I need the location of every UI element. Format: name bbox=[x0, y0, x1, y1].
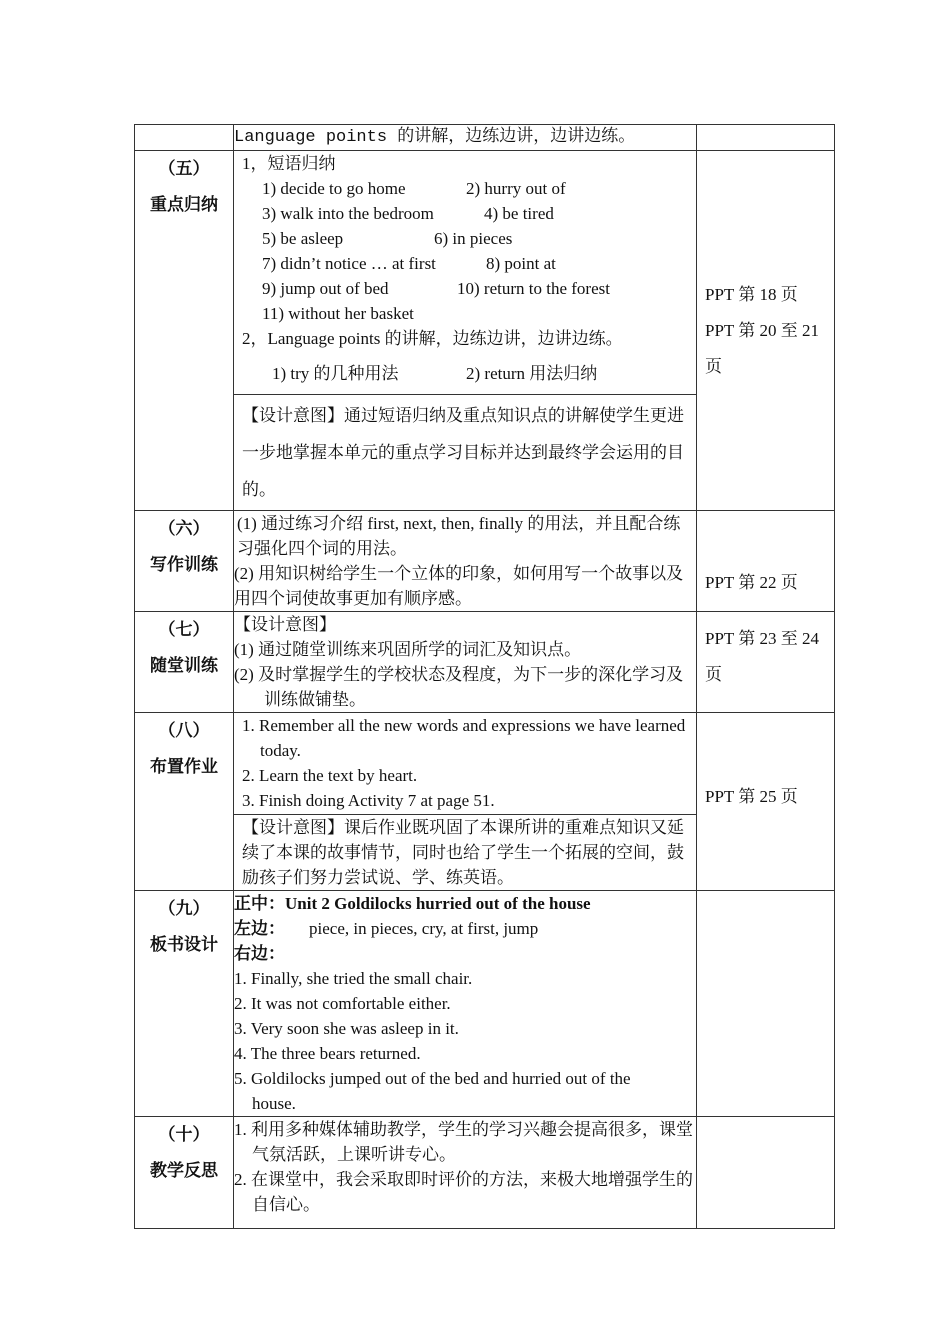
section-number: （五） bbox=[158, 159, 210, 178]
content-cell bbox=[234, 713, 697, 891]
language-points-heading: 2，Language points 的讲解，边练边讲，边讲边练。 bbox=[242, 329, 623, 348]
ppt-ref: PPT 第 18 页 bbox=[705, 284, 798, 304]
section-number: （十） bbox=[158, 1125, 210, 1144]
section-cell bbox=[135, 511, 234, 612]
phrase-row: 1) decide to go home 2) hurry out of bbox=[262, 179, 566, 198]
table-row bbox=[135, 612, 835, 713]
content-cell bbox=[234, 891, 697, 1117]
board-right-label: 右边： bbox=[234, 944, 285, 963]
phrase-list bbox=[242, 176, 688, 326]
reflection-item: 2. 在课堂中，我会采取即时评价的方法，来极大地增强学生的自信心。 bbox=[234, 1170, 693, 1214]
ppt-ref: PPT 第 23 至 24 页 bbox=[705, 629, 819, 684]
homework-item: 2. Learn the text by heart. bbox=[242, 766, 418, 785]
ppt-cell bbox=[697, 511, 835, 612]
table-row bbox=[135, 891, 835, 1117]
section-title: 板书设计 bbox=[150, 935, 218, 954]
writing-item: (1) 通过练习介绍 first, next, then, finally 的用法，并且配合练习强化四个词的用法。 bbox=[237, 514, 681, 558]
section-number: （九） bbox=[158, 899, 210, 918]
section-title: 教学反思 bbox=[150, 1161, 218, 1180]
design-intent: 【设计意图】通过短语归纳及重点知识点的讲解使学生更进一步地掌握本单元的重点学习目标并达到最终学会运用的目的。 bbox=[234, 394, 696, 510]
section-cell bbox=[135, 891, 234, 1117]
design-intent: 【设计意图】课后作业既巩固了本课所讲的重难点知识又延续了本课的故事情节，同时也给了学生一个拓展的空间，鼓励孩子们努力尝试说、学、练英语。 bbox=[234, 814, 696, 890]
practice-item: (2) 及时掌握学生的学校状态及程度，为下一步的深化学习及训练做铺垫。 bbox=[234, 665, 684, 709]
ppt-cell-empty bbox=[697, 125, 835, 151]
row0-content: Language points 的讲解，边练边讲，边讲边练。 bbox=[234, 125, 697, 151]
section-number: （六） bbox=[158, 519, 210, 538]
ppt-ref: PPT 第 20 至 21 页 bbox=[705, 320, 819, 376]
board-item: 4. The three bears returned. bbox=[234, 1044, 421, 1063]
section-cell-empty bbox=[135, 125, 234, 151]
ppt-ref: PPT 第 22 页 bbox=[705, 573, 798, 592]
ppt-cell bbox=[697, 151, 835, 511]
board-item: 2. It was not comfortable either. bbox=[234, 994, 451, 1013]
table-row bbox=[135, 125, 835, 151]
content-cell bbox=[234, 1117, 697, 1229]
section-cell bbox=[135, 713, 234, 891]
lesson-plan-table bbox=[134, 124, 835, 1229]
phrase-row: 11) without her basket bbox=[262, 304, 414, 323]
table-row bbox=[135, 151, 835, 511]
section-title: 布置作业 bbox=[150, 757, 218, 776]
content-cell bbox=[234, 151, 697, 511]
phrase-row: 9) jump out of bed 10) return to the forest bbox=[262, 279, 610, 298]
board-left: 左边： piece, in pieces, cry, at first, jump bbox=[234, 919, 539, 938]
ppt-cell-empty bbox=[697, 891, 835, 1117]
table-row bbox=[135, 713, 835, 891]
ppt-ref: PPT 第 25 页 bbox=[705, 786, 798, 806]
section-cell bbox=[135, 612, 234, 713]
phrase-heading: 1，短语归纳 bbox=[242, 154, 336, 173]
table-row bbox=[135, 1117, 835, 1229]
homework-item: 3. Finish doing Activity 7 at page 51. bbox=[242, 791, 495, 810]
writing-item: (2) 用知识树给学生一个立体的印象，如何用写一个故事以及用四个词使故事更加有顺序感。 bbox=[234, 564, 684, 608]
content-cell bbox=[234, 612, 697, 713]
phrase-row: 3) walk into the bedroom 4) be tired bbox=[262, 204, 554, 223]
board-item: 1. Finally, she tried the small chair. bbox=[234, 969, 473, 988]
section-title: 写作训练 bbox=[150, 555, 218, 574]
phrase-row: 7) didn’t notice … at first 8) point at bbox=[262, 254, 556, 273]
board-item: 3. Very soon she was asleep in it. bbox=[234, 1019, 459, 1038]
phrase-row: 5) be asleep 6) in pieces bbox=[262, 229, 513, 248]
board-center: 正中：Unit 2 Goldilocks hurried out of the house bbox=[234, 894, 591, 913]
section-cell bbox=[135, 151, 234, 511]
section-number: （八） bbox=[158, 721, 210, 740]
design-heading: 【设计意图】 bbox=[234, 615, 336, 634]
content-cell bbox=[234, 511, 697, 612]
homework-item: 1. Remember all the new words and expressions we have learned today. bbox=[242, 716, 686, 760]
section-title: 重点归纳 bbox=[150, 195, 218, 214]
board-item: 5. Goldilocks jumped out of the bed and hurried out of the house. bbox=[234, 1069, 631, 1113]
section-cell bbox=[135, 1117, 234, 1229]
language-points-sub: 1) try 的几种用法 2) return 用法归纳 bbox=[272, 364, 598, 383]
ppt-cell bbox=[697, 612, 835, 713]
table-row bbox=[135, 511, 835, 612]
ppt-cell-empty bbox=[697, 1117, 835, 1229]
practice-item: (1) 通过随堂训练来巩固所学的词汇及知识点。 bbox=[234, 640, 582, 659]
ppt-cell bbox=[697, 713, 835, 891]
section-title: 随堂训练 bbox=[150, 656, 218, 675]
section-number: （七） bbox=[158, 620, 210, 639]
reflection-item: 1. 利用多种媒体辅助教学，学生的学习兴趣会提高很多，课堂气氛活跃，上课听讲专心。 bbox=[234, 1120, 693, 1164]
